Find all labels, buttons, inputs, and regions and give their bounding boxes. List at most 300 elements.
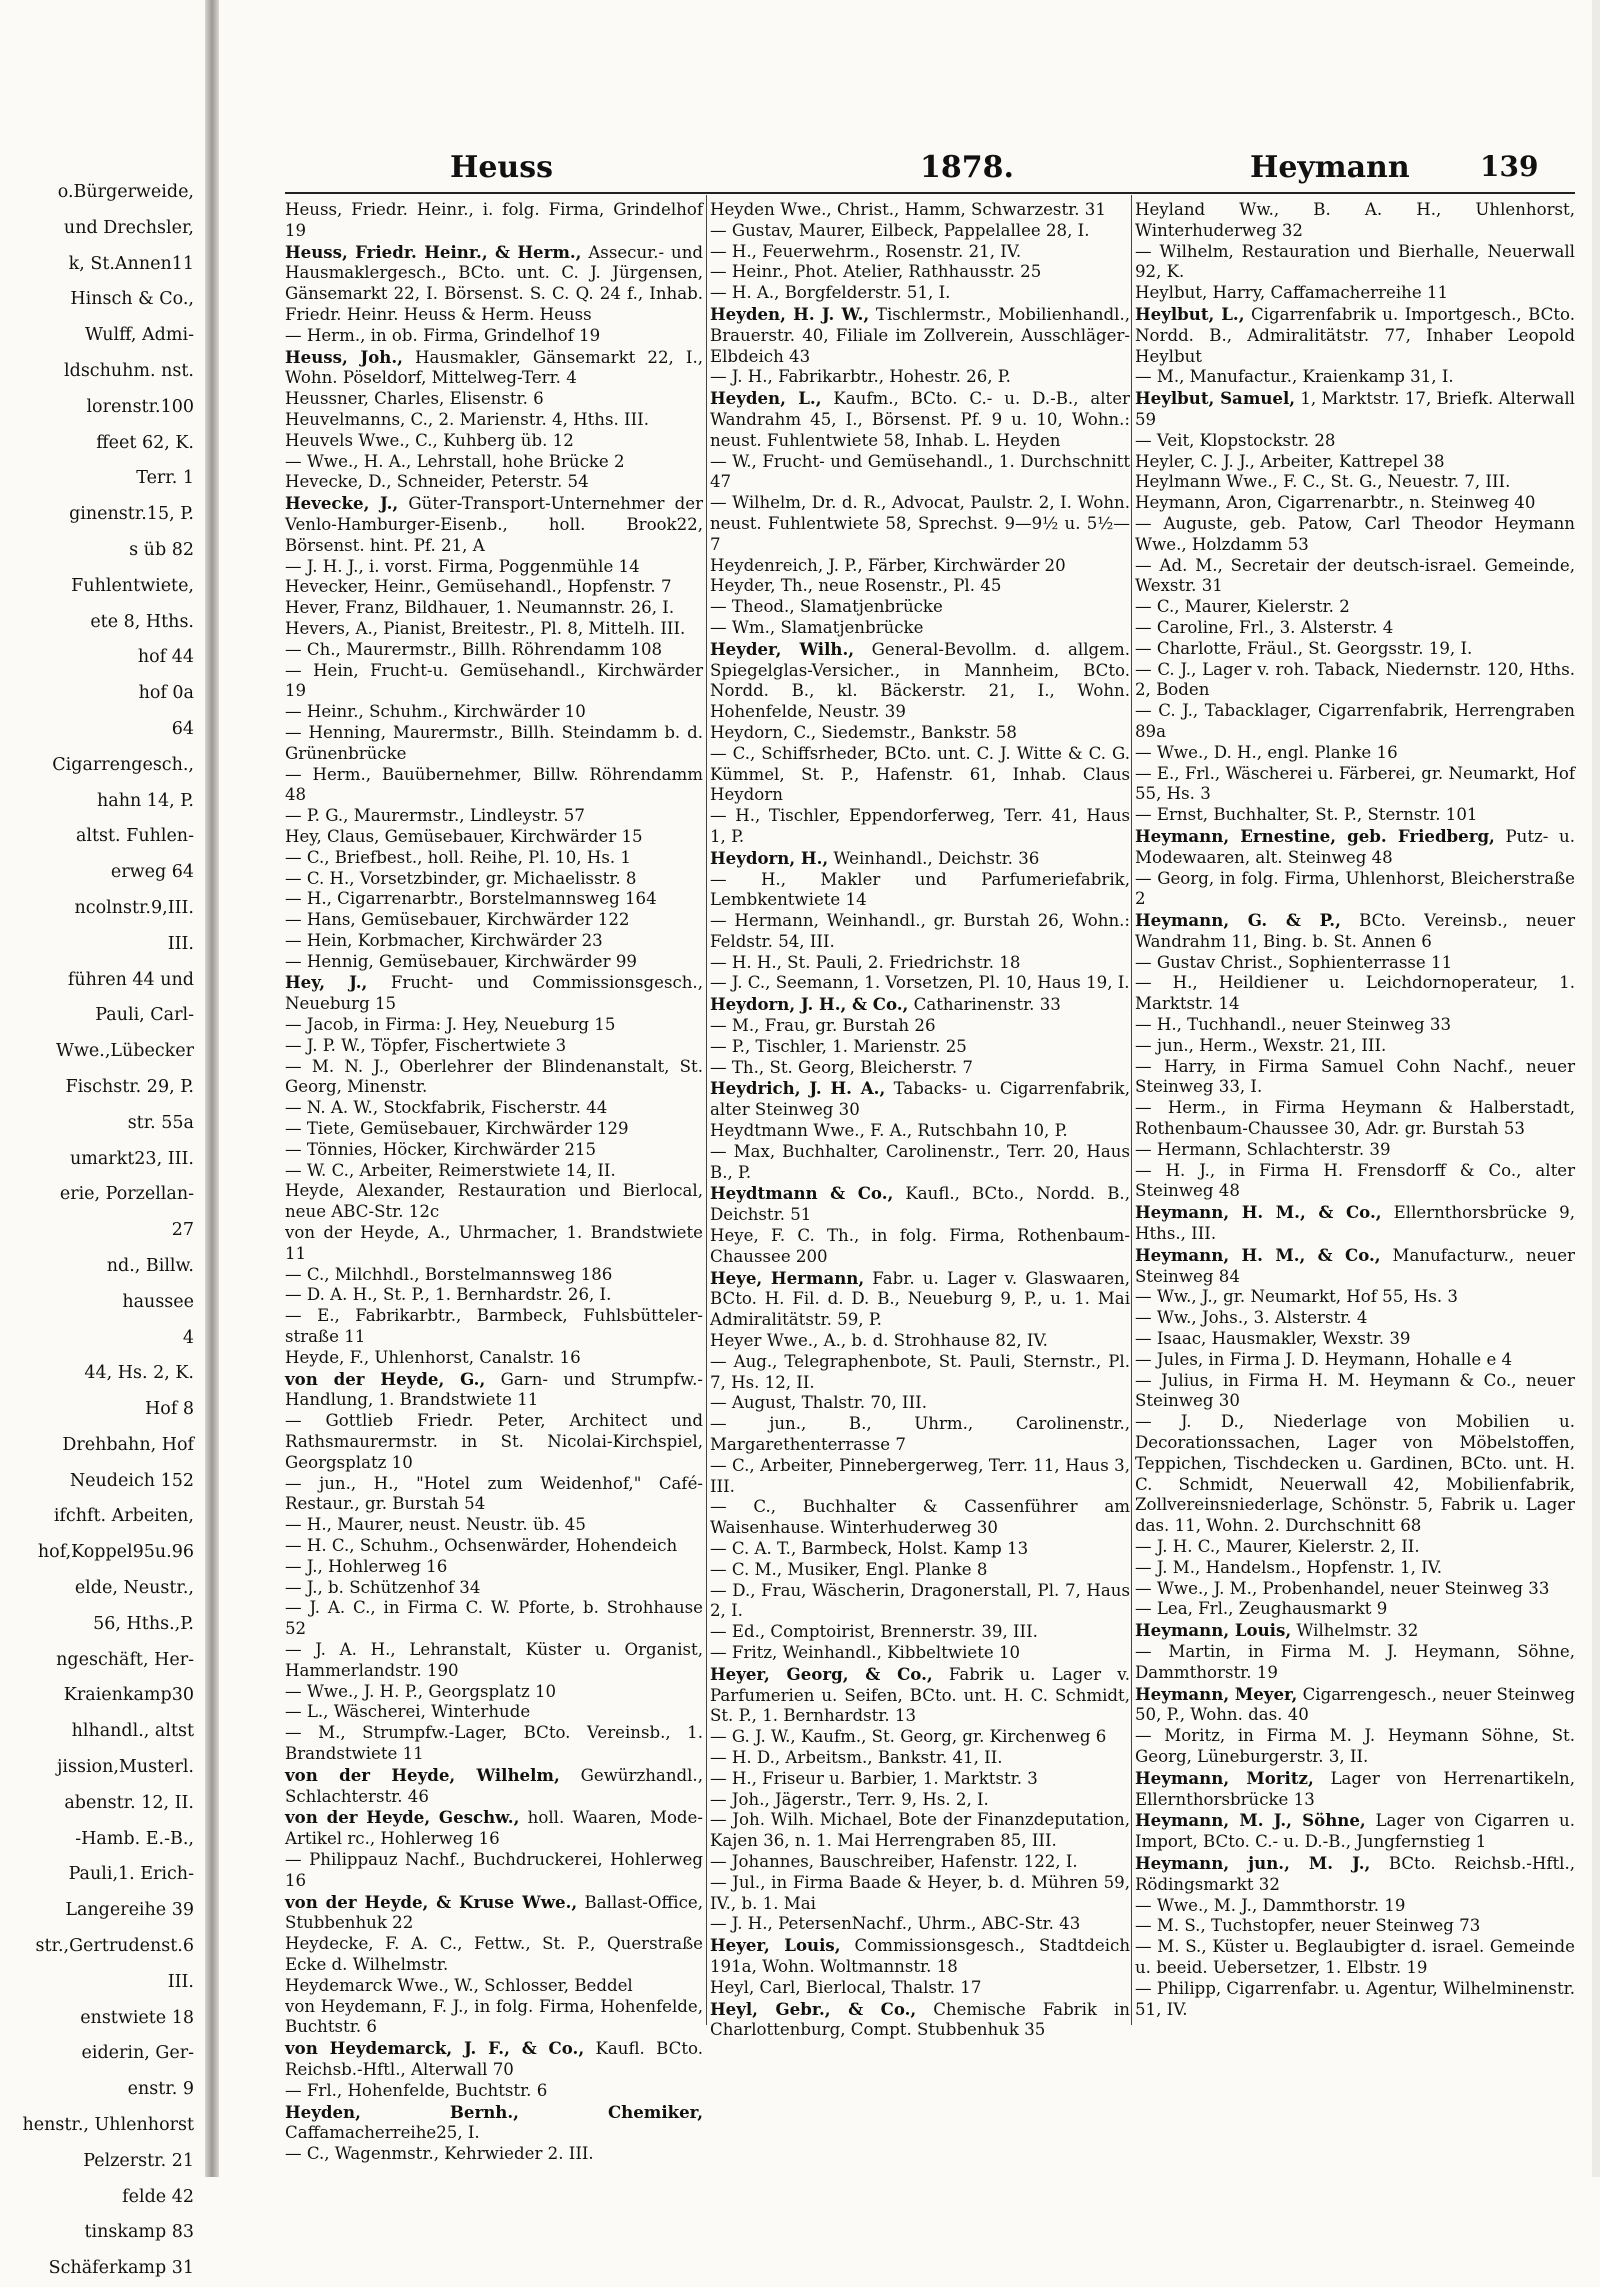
entry-text: — J. C., Seemann, 1. Vorsetzen, Pl. 10, Haus 19, I. [710, 973, 1130, 993]
entry-text: Cigarrenfabrik u. Importgesch., BCto. Nordd. B., Admiralitätstr. 77, Inhaber Leopold Heylbut [1135, 304, 1575, 366]
entry-text: Heydenreich, J. P., Färber, Kirchwärder 20 [710, 555, 1066, 575]
facing-page-line: III. [167, 1971, 194, 1992]
entry-text: — J. A. H., Lehranstalt, Küster u. Organist, Hammerlandstr. 190 [285, 1639, 703, 1680]
facing-page-line: Wwe.,Lübecker [55, 1041, 194, 1062]
entry-name: Heyden, Bernh., Chemiker, [285, 2101, 703, 2122]
directory-entry [1135, 1579, 1575, 1600]
entry-text: Heydecke, F. A. C., Fettw., St. P., Querstraße Ecke d. Wilhelmstr. [285, 1934, 703, 1974]
facing-page-line: erweg 64 [110, 862, 194, 883]
directory-entry [710, 452, 1130, 494]
entry-text: Kaufl. BCto. Reichsb.-Hftl., Alterwall 70 [285, 2039, 703, 2079]
entry-name: Heydtmann & Co., [710, 1183, 894, 1204]
facing-page-line: Hinsch & Co., [70, 289, 194, 310]
facing-page-line: ifchft. Arbeiten, [53, 1506, 194, 1527]
directory-entry [1135, 1558, 1575, 1579]
directory-entry [710, 283, 1130, 304]
directory-entry [285, 869, 703, 890]
directory-entry [1135, 1599, 1575, 1620]
directory-entry [1135, 1620, 1575, 1642]
directory-entry [710, 200, 1130, 221]
entry-text: Tabacks- u. Cigarrenfabrik, alter Steinweg 30 [710, 1079, 1130, 1120]
directory-entry [710, 1999, 1130, 2042]
facing-page-line: Hof 8 [145, 1399, 194, 1420]
facing-page-line: ldschuhm. nst. [64, 360, 194, 381]
entry-text: — H. A., Borgfelderstr. 51, I. [710, 283, 951, 303]
facing-page-line: führen 44 und [67, 969, 194, 990]
directory-entry [710, 1581, 1130, 1623]
entry-text: Catharinenstr. 33 [908, 995, 1061, 1015]
directory-entry [710, 1852, 1130, 1873]
entry-text: — Hans, Gemüsebauer, Kirchwärder 122 [285, 910, 630, 930]
entry-text: — C., Buchhalter & Cassenführer am Waisenhause. Winterhuderweg 30 [710, 1497, 1130, 1538]
directory-entry [1135, 660, 1575, 702]
entry-text: — H., Tischler, Eppendorferweg, Terr. 41, Haus 1, P. [710, 806, 1130, 846]
entry-text: — Frl., Hohenfelde, Buchtstr. 6 [285, 2080, 548, 2100]
entry-text: Lager von Cigarren u. Import, BCto. C.- u. D.-B., Jungfernstieg 1 [1135, 1811, 1575, 1852]
entry-text: — C. A. T., Barmbeck, Holst. Kamp 13 [710, 1539, 1029, 1558]
entry-text: — C. J., Lager v. roh. Taback, Niedernstr. 120, Hths. 2, Boden [1135, 659, 1575, 700]
directory-entry [285, 472, 703, 493]
entry-text: Kaufl., BCto., Nordd. B., Deichstr. 51 [710, 1184, 1130, 1225]
directory-entry [710, 1748, 1130, 1769]
directory-entry [1135, 1245, 1575, 1288]
directory-entry [710, 911, 1130, 953]
directory-entry [1135, 1768, 1575, 1811]
facing-page-line: Pauli, Carl- [95, 1005, 194, 1026]
directory-entry [1135, 556, 1575, 598]
directory-entry [285, 1015, 703, 1036]
entry-text: — M. S., Küster u. Beglaubigter d. israel. Gemeinde u. beeid. Uebersetzer, 1. Elbstr. 19 [1135, 1937, 1575, 1977]
directory-entry [1135, 1287, 1575, 1308]
directory-entry [285, 910, 703, 931]
directory-entry [710, 1016, 1130, 1037]
entry-text: Hevers, A., Pianist, Breitestr., Pl. 8, Mittelh. III. [285, 618, 686, 638]
directory-entry [285, 1765, 703, 1808]
directory-entry [710, 973, 1130, 994]
entry-text: Heylbut, Harry, Caffamacherreihe 11 [1135, 283, 1449, 303]
facing-page-line: s üb 82 [129, 539, 194, 560]
directory-entry [285, 619, 703, 640]
entry-text: — Henning, Maurermstr., Billh. Steindamm b. d. Grünenbrücke [285, 722, 703, 763]
directory-entry [1135, 1937, 1575, 1979]
facing-page-line: lorenstr.100 [86, 396, 194, 417]
facing-page-line: str.,Gertrudenst.6 [35, 1936, 194, 1957]
directory-entry [285, 1682, 703, 1703]
entry-text: Heydorn, C., Siedemstr., Bankstr. 58 [710, 722, 1017, 742]
directory-entry [710, 1037, 1130, 1058]
entry-name: Heymann, Moritz, [1135, 1767, 1314, 1788]
directory-entry [1135, 1726, 1575, 1768]
directory-entry [285, 242, 703, 326]
entry-text: Heussner, Charles, Elisenstr. 6 [285, 389, 544, 409]
directory-entry [285, 1807, 703, 1850]
entry-name: Heymann, jun., M. J., [1135, 1852, 1371, 1873]
directory-entry [1135, 1853, 1575, 1896]
entry-text: — Heinr., Schuhm., Kirchwärder 10 [285, 702, 586, 722]
facing-page-line: abenstr. 12, II. [64, 1792, 194, 1813]
directory-entry [710, 556, 1130, 577]
directory-entry [285, 1223, 703, 1265]
directory-entry [285, 1348, 703, 1369]
entry-text: — Herm., in Firma Heymann & Halberstadt, Rothenbaum-Chaussee 30, Adr. gr. Burstah 53 [1135, 1098, 1575, 1139]
directory-entry [710, 1790, 1130, 1811]
entry-text: — Herm., Bauübernehmer, Billw. Röhrendamm 48 [285, 764, 703, 805]
entry-text: — J., Hohlerweg 16 [285, 1556, 448, 1576]
entry-text: — Veit, Klopstockstr. 28 [1135, 430, 1336, 450]
facing-page-line: erie, Porzellan- [59, 1184, 194, 1205]
page-number: 139 [1480, 150, 1539, 183]
entry-text: — Gustav, Maurer, Eilbeck, Pappelallee 28, I. [710, 220, 1090, 240]
directory-entry [710, 1769, 1130, 1790]
entry-text: — Joh. Wilh. Michael, Bote der Finanzdeputation, Kajen 36, n. 1. Mai Herrengraben 85, III. [710, 1810, 1130, 1851]
facing-page-line: Drehbahn, Hof [62, 1434, 194, 1455]
entry-text: von der Heyde, A., Uhrmacher, 1. Brandstwiete 11 [285, 1223, 703, 1263]
directory-entry [285, 1557, 703, 1578]
entry-text: — H., Friseur u. Barbier, 1. Marktstr. 3 [710, 1768, 1038, 1788]
directory-entry [1135, 1098, 1575, 1140]
entry-text: — J. P. W., Töpfer, Fischertwiete 3 [285, 1035, 567, 1055]
directory-entry [1135, 1810, 1575, 1853]
directory-entry [285, 640, 703, 661]
entry-text: — Wwe., J. H. P., Georgsplatz 10 [285, 1681, 557, 1701]
entry-text: Gewürzhandl., Schlachterstr. 46 [285, 1765, 703, 1806]
directory-entry [710, 1643, 1130, 1664]
entry-text: — Gustav Christ., Sophienterrasse 11 [1135, 952, 1453, 972]
directory-entry [285, 1181, 703, 1223]
directory-entry [285, 931, 703, 952]
directory-entry [1135, 764, 1575, 806]
directory-entry [710, 639, 1130, 723]
entry-text: Caffamacherreihe25, I. [285, 2123, 480, 2143]
directory-entry [285, 1140, 703, 1161]
entry-text: — E., Fabrikarbtr., Barmbeck, Fuhlsbütteler-straße 11 [285, 1306, 703, 1347]
directory-entry [710, 1914, 1130, 1935]
directory-entry [710, 597, 1130, 618]
facing-page-line: Fuhlentwiete, [71, 575, 194, 596]
directory-entry [285, 1598, 703, 1640]
entry-text: Hausmakler, Gänsemarkt 22, I., Wohn. Pöseldorf, Mittelweg-Terr. 4 [285, 347, 704, 388]
directory-entry [285, 1285, 703, 1306]
column-divider [1131, 195, 1132, 2025]
directory-entry [285, 2081, 703, 2102]
entry-text: — Gottlieb Friedr. Peter, Architect und Rathsmaurermstr. in St. Nicolai-Kirchspiel, Georgsplatz 10 [285, 1411, 703, 1472]
entry-name: von Heydemarck, J. F., & Co., [285, 2038, 585, 2059]
entry-text: von Heydemann, F. J., in folg. Firma, Hohenfelde, Buchtstr. 6 [285, 1996, 703, 2037]
directory-entry [285, 723, 703, 765]
entry-text: — H. J., in Firma H. Frensdorff & Co., alter Steinweg 48 [1135, 1160, 1575, 1201]
directory-entry [285, 1265, 703, 1286]
entry-name: Hevecke, J., [285, 493, 399, 514]
entry-name: Heuss, Joh., [285, 346, 403, 367]
facing-page-line: hof,Koppel95u.96 [37, 1542, 194, 1563]
entry-text: Weinhandl., Deichstr. 36 [828, 848, 1040, 868]
entry-text: — jun., B., Uhrm., Carolinenstr., Margarethenterrasse 7 [710, 1414, 1130, 1455]
entry-text: — Philippauz Nachf., Buchdruckerei, Hohlerweg 16 [285, 1849, 703, 1890]
entry-name: Heyl, Gebr., & Co., [710, 1998, 917, 2019]
directory-entry [1135, 1161, 1575, 1203]
entry-text: Heydemarck Wwe., W., Schlosser, Beddel [285, 1975, 633, 1995]
entry-text: — M., Strumpfw.-Lager, BCto. Vereinsb., 1. Brandstwiete 11 [285, 1723, 703, 1763]
facing-page-line: tinskamp 83 [84, 2222, 194, 2243]
facing-page-line: ffeet 62, K. [96, 432, 194, 453]
directory-entry [285, 889, 703, 910]
entry-text: — Ww., J., gr. Neumarkt, Hof 55, Hs. 3 [1135, 1287, 1458, 1307]
entry-name: Heymann, H. M., & Co., [1135, 1202, 1382, 1223]
directory-entry [285, 1369, 703, 1412]
facing-page-line: haussee [122, 1291, 194, 1312]
entry-text: — G. J. W., Kaufm., St. Georg, gr. Kirchenweg 6 [710, 1727, 1107, 1747]
facing-page-line: -Hamb. E.-B., [75, 1828, 194, 1849]
directory-entry [285, 1640, 703, 1682]
entry-text: — N. A. W., Stockfabrik, Fischerstr. 44 [285, 1098, 608, 1118]
entry-text: — H., Feuerwehrm., Rosenstr. 21, IV. [710, 241, 1022, 261]
entry-text: Heye, F. C. Th., in folg. Firma, Rothenbaum-Chaussee 200 [710, 1226, 1130, 1266]
directory-entry [1135, 953, 1575, 974]
directory-entry [285, 493, 703, 556]
entry-text: — Tiete, Gemüsebauer, Kirchwärder 129 [285, 1119, 629, 1139]
directory-entry [285, 1474, 703, 1516]
directory-entry [710, 1352, 1130, 1394]
entry-text: — P. G., Maurermstr., Lindleystr. 57 [285, 806, 585, 826]
entry-text: — Fritz, Weinhandl., Kibbeltwiete 10 [710, 1642, 1021, 1662]
directory-entry [285, 347, 703, 390]
entry-text: Heuss, Friedr. Heinr., i. folg. Firma, Grindelhof 19 [285, 200, 703, 240]
directory-entry [710, 1058, 1130, 1079]
directory-entry [1135, 304, 1575, 367]
directory-entry [1135, 826, 1575, 869]
entry-text: Manufacturw., neuer Steinweg 84 [1135, 1245, 1575, 1286]
directory-entry [710, 1268, 1130, 1331]
facing-page-line: 4 [182, 1327, 194, 1348]
directory-entry [285, 1578, 703, 1599]
entry-text: — C. J., Tabacklager, Cigarrenfabrik, Herrengraben 89a [1135, 701, 1575, 741]
facing-page-line: eiderin, Ger- [81, 2043, 194, 2064]
year-heading: 1878. [920, 150, 1014, 185]
directory-entry [1135, 973, 1575, 1015]
directory-entry [1135, 367, 1575, 388]
directory-column-3 [1135, 200, 1575, 2030]
facing-page-line: 64 [171, 718, 194, 739]
directory-entry [1135, 1371, 1575, 1413]
facing-page-line: enstr. 9 [127, 2079, 194, 2100]
facing-page-line: hof 44 [137, 647, 194, 668]
entry-text: Hey, Claus, Gemüsebauer, Kirchwärder 15 [285, 826, 643, 846]
entry-text: Heymann, Aron, Cigarrenarbtr., n. Steinweg 40 [1135, 493, 1536, 513]
entry-text: — Julius, in Firma H. M. Heymann & Co., neuer Steinweg 30 [1135, 1370, 1575, 1411]
directory-entry [1135, 618, 1575, 639]
directory-entry [710, 242, 1130, 263]
directory-entry [285, 806, 703, 827]
entry-text: — Herm., in ob. Firma, Grindelhof 19 [285, 325, 601, 345]
directory-entry [1135, 1979, 1575, 2021]
directory-entry [285, 1892, 703, 1935]
directory-entry [285, 1119, 703, 1140]
directory-entry [710, 1142, 1130, 1184]
entry-text: — Tönnies, Höcker, Kirchwärder 215 [285, 1139, 597, 1159]
entry-text: — C., Wagenmstr., Kehrwieder 2. III. [285, 2144, 594, 2164]
entry-text: — C., Schiffsrheder, BCto. unt. C. J. Witte & C. G. Kümmel, St. P., Hafenstr. 61, Inhab. Claus Heydorn [710, 743, 1130, 805]
facing-page-line: Terr. 1 [136, 468, 194, 489]
entry-text: — August, Thalstr. 70, III. [710, 1393, 927, 1413]
directory-entry [710, 618, 1130, 639]
directory-entry [710, 262, 1130, 283]
entry-text: — Johannes, Bauschreiber, Hafenstr. 122, I. [710, 1851, 1078, 1871]
facing-page-line: hlhandl., altst [71, 1721, 194, 1742]
facing-page-line: III. [167, 933, 194, 954]
entry-text: — J. H. J., i. vorst. Firma, Poggenmühle 14 [285, 556, 640, 576]
entry-text: — H. C., Schuhm., Ochsenwärder, Hohendeich [285, 1536, 678, 1555]
entry-name: Heyden, L., [710, 388, 822, 409]
directory-entry [710, 994, 1130, 1016]
directory-entry [285, 389, 703, 410]
entry-text: — Martin, in Firma M. J. Heymann, Söhne, Dammthorstr. 19 [1135, 1641, 1575, 1682]
directory-entry [710, 1935, 1130, 1978]
entry-text: — J. H., PetersenNachf., Uhrm., ABC-Str. 43 [710, 1914, 1081, 1934]
directory-entry [710, 806, 1130, 848]
directory-entry [710, 1873, 1130, 1915]
directory-entry [710, 870, 1130, 912]
directory-entry [285, 827, 703, 848]
directory-entry [710, 744, 1130, 806]
entry-name: Heymann, G. & P., [1135, 910, 1341, 931]
directory-entry [1135, 1036, 1575, 1057]
entry-text: — C., Arbeiter, Pinnebergerweg, Terr. 11, Haus 3, III. [710, 1455, 1130, 1496]
entry-text: — Wilhelm, Dr. d. R., Advocat, Paulstr. 2, I. Wohn. neust. Fuhlentwiete 58, Sprechst. 9—9½ u. 5½—7 [710, 493, 1130, 554]
entry-text: — W. C., Arbeiter, Reimerstwiete 14, II. [285, 1160, 616, 1180]
directory-entry [710, 1393, 1130, 1414]
directory-entry [710, 1664, 1130, 1727]
page-gutter [205, 0, 219, 2177]
entry-text: — Jacob, in Firma: J. Hey, Neueburg 15 [285, 1015, 616, 1035]
entry-text: — J. H. C., Maurer, Kielerstr. 2, II. [1135, 1537, 1420, 1556]
facing-page-line: ete 8, Hths. [90, 611, 194, 632]
directory-entry [1135, 200, 1575, 242]
facing-page-line: 27 [171, 1220, 194, 1241]
entry-text: Hevecker, Heinr., Gemüsehandl., Hopfenstr. 7 [285, 577, 672, 597]
directory-entry [1135, 1916, 1575, 1937]
entry-text: Güter-Transport-Unternehmer der Venlo-Hamburger-Eisenb., holl. Brook22, Börsenst. hint. Pf. 21, A [285, 494, 704, 555]
directory-entry [1135, 1202, 1575, 1245]
directory-entry [285, 598, 703, 619]
entry-text: — Caroline, Frl., 3. Alsterstr. 4 [1135, 617, 1394, 637]
entry-text: Cigarrengesch., neuer Steinweg 50, P., Wohn. das. 40 [1135, 1684, 1575, 1725]
entry-text: — M., Frau, gr. Burstah 26 [710, 1016, 936, 1036]
facing-page-line: Pelzerstr. 21 [83, 2150, 194, 2171]
entry-text: — W., Frucht- und Gemüsehandl., 1. Durchschnitt 47 [710, 451, 1130, 492]
entry-text: — Ed., Comptoirist, Brennerstr. 39, III. [710, 1622, 1038, 1642]
directory-column-2 [710, 200, 1131, 2040]
entry-text: — jun., H., "Hotel zum Weidenhof," Café-Restaur., gr. Burstah 54 [285, 1473, 703, 1514]
directory-entry [285, 1411, 703, 1473]
entry-text: Ellernthorsbrücke 9, Hths., III. [1135, 1203, 1575, 1244]
directory-entry [1135, 1684, 1575, 1727]
entry-text: — Lea, Frl., Zeughausmarkt 9 [1135, 1599, 1388, 1619]
entry-text: Chemische Fabrik in Charlottenburg, Compt. Stubbenhuk 35 [710, 1999, 1130, 2040]
directory-column-1 [285, 200, 704, 2164]
directory-entry [285, 410, 703, 431]
entry-text: — M. N. J., Oberlehrer der Blindenanstalt, St. Georg, Minenstr. [285, 1056, 703, 1097]
facing-page-line: henstr., Uhlenhorst [22, 2115, 194, 2136]
entry-text: Heyde, Alexander, Restauration und Bierlocal, neue ABC-Str. 12c [285, 1181, 703, 1222]
facing-page-line: altst. Fuhlen- [75, 826, 194, 847]
directory-entry [1135, 1896, 1575, 1917]
entry-text: — Ernst, Buchhalter, St. P., Sternstr. 101 [1135, 805, 1478, 825]
directory-entry [1135, 869, 1575, 911]
directory-entry [710, 848, 1130, 870]
entry-text: — J., b. Schützenhof 34 [285, 1577, 481, 1597]
column-divider [706, 195, 707, 2025]
directory-entry [285, 1976, 703, 1997]
entry-name: Heydorn, H., [710, 847, 829, 868]
entry-text: — Ad. M., Secretair der deutsch-israel. Gemeinde, Wexstr. 31 [1135, 555, 1575, 596]
entry-text: — J. D., Niederlage von Mobilien u. Decorationssachen, Lager von Möbelstoffen, Teppichen, Tischdecken u. Gardinen, BCto. unt. H. C. Schmidt, Neuerwall 42, Mobilienfabrik, Zollvereinsniederlage, Schönstr. 5, Fabrik u. Lager das. 11, Wohn. 2. Durchschnitt 68 [1135, 1412, 1575, 1536]
entry-text: — Ww., Johs., 3. Alsterstr. 4 [1135, 1308, 1368, 1328]
facing-page-line: Wulff, Admi- [84, 325, 194, 346]
directory-entry [710, 1560, 1130, 1581]
entry-text: — Wwe., D. H., engl. Planke 16 [1135, 742, 1398, 762]
directory-entry [710, 576, 1130, 597]
entry-text: — Heinr., Phot. Atelier, Rathhausstr. 25 [710, 262, 1042, 282]
facing-page-line: nd., Billw. [106, 1255, 194, 1276]
entry-text: — Moritz, in Firma M. J. Heymann Söhne, St. Georg, Lüneburgerstr. 3, II. [1135, 1726, 1575, 1766]
entry-text: — H., Heildiener u. Leichdornoperateur, 1. Marktstr. 14 [1135, 973, 1575, 1014]
entry-name: Heyer, Georg, & Co., [710, 1663, 933, 1684]
entry-text: — Hermann, Weinhandl., gr. Burstah 26, Wohn.: Feldstr. 54, III. [710, 911, 1130, 951]
entry-text: — Ch., Maurermstr., Billh. Röhrendamm 108 [285, 639, 663, 659]
entry-text: — H., Maurer, neust. Neustr. üb. 45 [285, 1515, 586, 1535]
entry-text: BCto. Vereinsb., neuer Wandrahm 11, Bing. b. St. Annen 6 [1135, 911, 1575, 951]
entry-name: Heymann, H. M., & Co., [1135, 1244, 1381, 1265]
facing-page-line: umarkt23, III. [70, 1148, 194, 1169]
directory-entry [710, 1727, 1130, 1748]
entry-text: — Wwe., H. A., Lehrstall, hohe Brücke 2 [285, 451, 625, 471]
facing-page-line: Neudeich 152 [69, 1470, 194, 1491]
entry-text: — M. S., Tuchstopfer, neuer Steinweg 73 [1135, 1916, 1481, 1936]
directory-entry [710, 1497, 1130, 1539]
entry-text: Hevecke, D., Schneider, Peterstr. 54 [285, 472, 589, 492]
entry-text: — C., Briefbest., holl. Reihe, Pl. 10, Hs. 1 [285, 847, 631, 867]
directory-entry [710, 723, 1130, 744]
facing-page-line: o.Bürgerweide, [57, 182, 194, 202]
entry-text: — Wilhelm, Restauration und Bierhalle, Neuerwall 92, K. [1135, 241, 1575, 282]
entry-text: 1, Marktstr. 17, Briefk. Alterwall 59 [1135, 389, 1575, 429]
entry-text: — H., Makler und Parfumeriefabrik, Lembkentwiete 14 [710, 869, 1130, 910]
entry-text: Frucht- und Commissionsgesch., Neueburg 15 [285, 973, 703, 1014]
entry-text: Garn- und Strumpfw.-Handlung, 1. Brandstwiete 11 [285, 1369, 703, 1410]
entry-text: — C., Maurer, Kielerstr. 2 [1135, 597, 1350, 617]
scan-edge [1592, 0, 1600, 2177]
directory-entry [710, 1331, 1130, 1352]
directory-entry [1135, 1308, 1575, 1329]
directory-entry [710, 1121, 1130, 1142]
directory-entry [1135, 1642, 1575, 1684]
facing-page-line: und Drechsler, [63, 217, 194, 238]
entry-text: — Charlotte, Fräul., St. Georgsstr. 19, I. [1135, 638, 1473, 658]
facing-page-line: enstwiete 18 [80, 2007, 194, 2028]
directory-entry [285, 1098, 703, 1119]
facing-page-line: hof 0a [138, 683, 194, 704]
entry-text: Lager von Herrenartikeln, Ellernthorsbrücke 13 [1135, 1768, 1575, 1809]
directory-entry [710, 1456, 1130, 1498]
directory-entry [285, 2144, 703, 2165]
entry-name: Heyden, H. J. W., [710, 303, 870, 324]
entry-name: Heymann, Louis, [1135, 1620, 1292, 1641]
entry-text: — C. M., Musiker, Engl. Planke 8 [710, 1559, 988, 1579]
entry-name: Heymann, M. J., Söhne, [1135, 1810, 1366, 1831]
entry-text: — Isaac, Hausmakler, Wexstr. 39 [1135, 1329, 1411, 1349]
facing-page-line: 44, Hs. 2, K. [84, 1363, 194, 1384]
entry-name: Heylbut, L., [1135, 303, 1245, 324]
